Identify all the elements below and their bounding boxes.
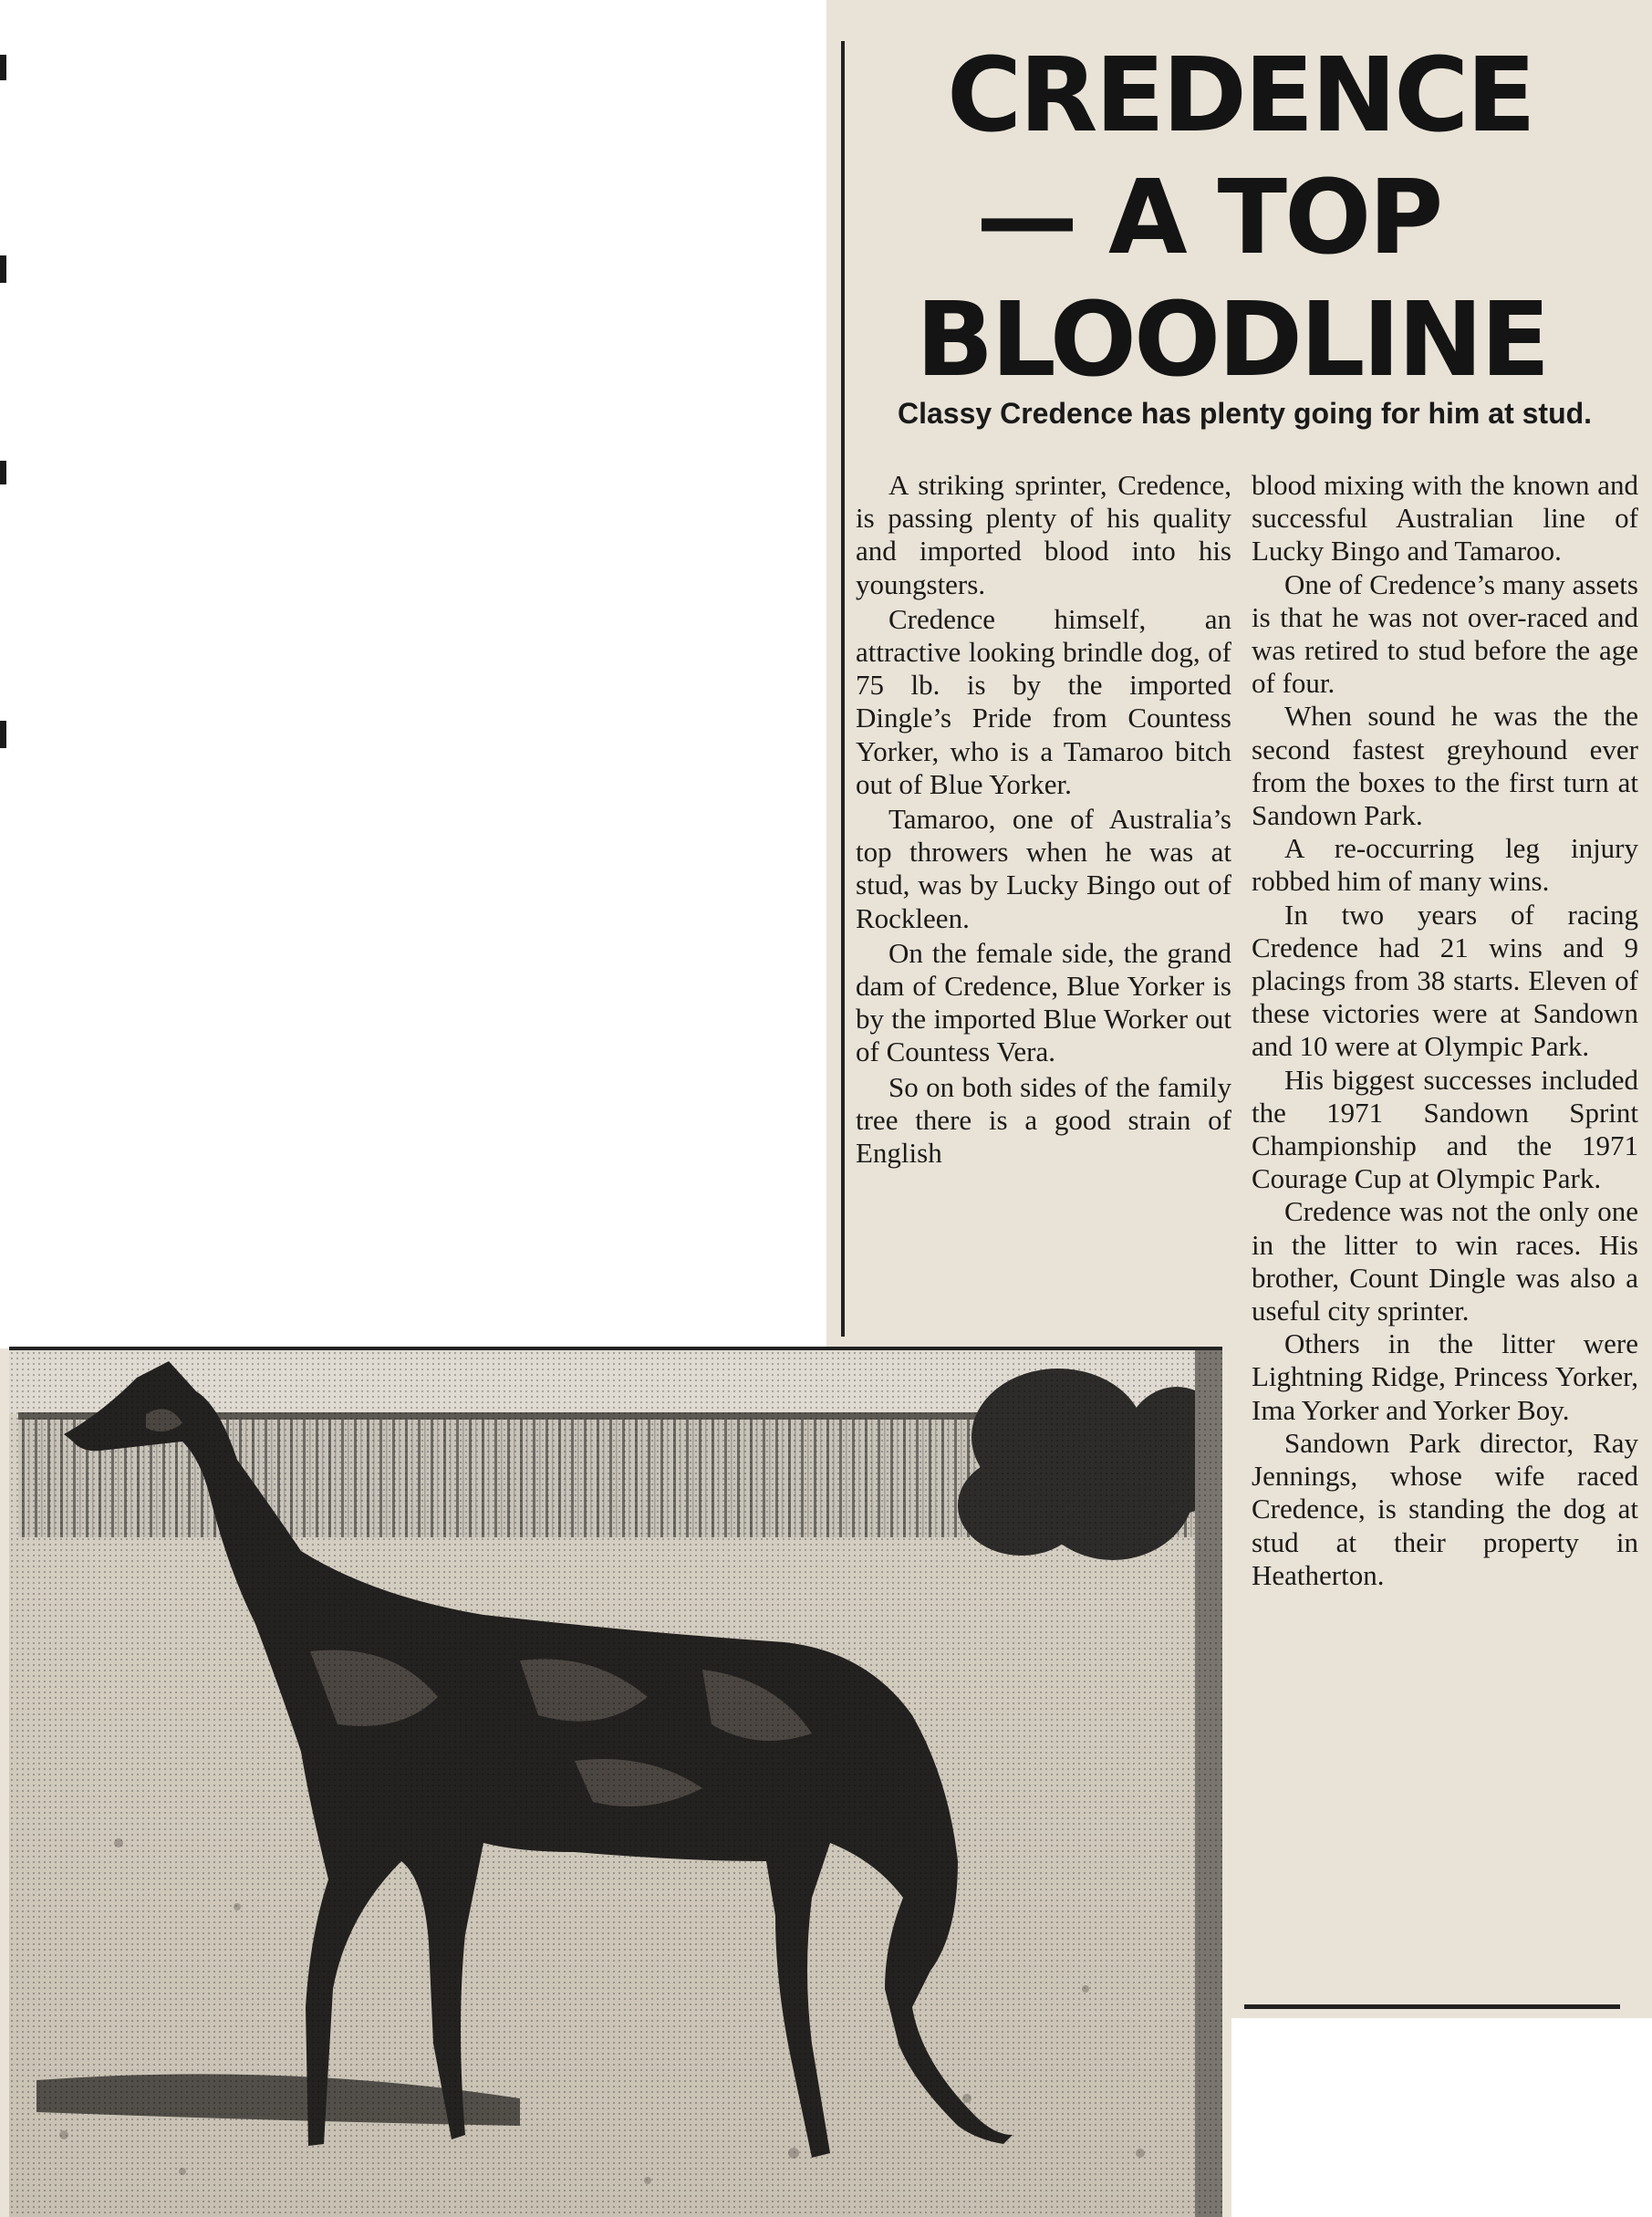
edge-mark — [0, 461, 6, 484]
headline-line: CREDENCE — [947, 36, 1533, 155]
article-column-right — [1252, 469, 1638, 1592]
greyhound-photo — [9, 1350, 1222, 2217]
edge-mark — [0, 255, 6, 283]
article-paragraph: One of Credence’s many assets is that he was not over-raced and was retired to stud before the age of four. — [1252, 567, 1638, 700]
article-paragraph: When sound he was the the second fastest greyhound ever from the boxes to the first turn at Sandown Park. — [1252, 700, 1638, 832]
article-paragraph: On the female side, the grand dam of Credence, Blue Yorker is by the imported Blue Worker out of Countess Vera. — [856, 936, 1231, 1068]
article-paragraph: Sandown Park director, Ray Jennings, whose wife raced Credence, is standing the dog at stud at their property in Heatherton. — [1252, 1426, 1638, 1591]
article-paragraph: A re-occurring leg injury robbed him of many wins. — [1252, 832, 1638, 898]
article-end-rule — [1244, 2004, 1620, 2009]
article-paragraph: His biggest successes included the 1971 Sandown Sprint Championship and the 1971 Courage Cup at Olympic Park. — [1252, 1063, 1638, 1195]
greyhound-photo-image — [9, 1350, 1222, 2217]
article-paragraph: In two years of racing Credence had 21 wins and 9 placings from 38 starts. Eleven of these victories were at Sandown and 10 were at Olympic Park. — [1252, 898, 1638, 1063]
standfirst: Classy Credence has plenty going for him at stud. — [898, 397, 1593, 430]
article-paragraph: Tamaroo, one of Australia’s top throwers when he was at stud, was by Lucky Bingo out of Rockleen. — [856, 803, 1231, 934]
edge-mark — [0, 55, 6, 80]
article-paragraph: Credence was not the only one in the litter to win races. His brother, Count Dingle was also a useful city sprinter. — [1252, 1195, 1638, 1327]
blank-area — [0, 0, 826, 1348]
article-paragraph: Credence himself, an attractive looking brindle dog, of 75 lb. is by the imported Dingle’s Pride from Countess Yorker, who is a Tamaroo bitch out of Blue Yorker. — [856, 602, 1231, 800]
headline-line: BLOODLINE — [916, 281, 1548, 400]
article-paragraph: A striking sprinter, Credence, is passing plenty of his quality and imported blood into his youngsters. — [856, 469, 1231, 600]
blank-area — [1231, 2018, 1652, 2217]
article-paragraph: Others in the litter were Lightning Ridge, Princess Yorker, Ima Yorker and Yorker Boy. — [1252, 1327, 1638, 1426]
article-paragraph: So on both sides of the family tree there is a good strain of English — [856, 1070, 1231, 1170]
article-column-left — [856, 469, 1231, 1171]
headline — [857, 35, 1642, 401]
column-rule — [841, 41, 845, 1337]
headline-line: — A TOP — [976, 159, 1441, 277]
edge-mark — [0, 721, 6, 748]
article-paragraph: blood mixing with the known and successful Australian line of Lucky Bingo and Tamaroo. — [1252, 469, 1638, 567]
